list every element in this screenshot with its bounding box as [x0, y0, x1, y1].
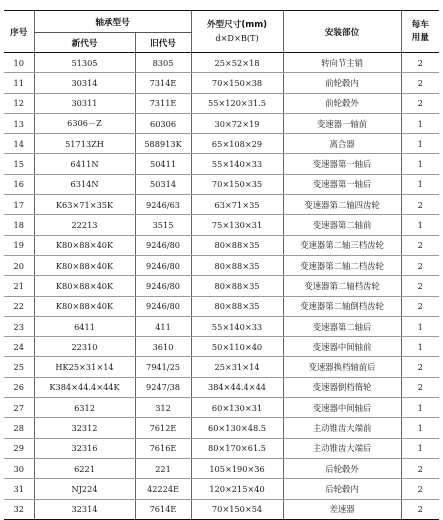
table-row	[4, 377, 439, 397]
cell-dimension: 63×71×35	[191, 195, 283, 215]
cell-new-code: 22310	[34, 337, 135, 357]
cell-new-code: K80×88×40K	[34, 255, 135, 275]
cell-location: 变速器一轴前	[283, 113, 401, 133]
cell-dimension: 105×190×36	[191, 458, 283, 478]
cell-old-code: 312	[135, 398, 191, 418]
table-row	[4, 479, 439, 499]
cell-dimension: 80×170×61.5	[191, 438, 283, 458]
cell-dimension: 70×150×38	[191, 73, 283, 93]
cell-seq: 31	[4, 479, 34, 499]
header-model-group: 轴承型号	[34, 11, 191, 33]
table-row	[4, 276, 439, 296]
cell-new-code: 32316	[34, 438, 135, 458]
cell-location: 变速器第二轴三档齿轮	[283, 235, 401, 255]
cell-location: 变速器第二轴四齿轮	[283, 195, 401, 215]
cell-quantity: 2	[401, 479, 439, 499]
cell-dimension: 80×88×35	[191, 235, 283, 255]
cell-seq: 13	[4, 113, 34, 133]
table-row	[4, 53, 439, 73]
header-per-vehicle-line2: 用量	[411, 32, 429, 43]
cell-seq: 11	[4, 73, 34, 93]
cell-location: 变速器第一轴后	[283, 154, 401, 174]
bearing-table	[4, 10, 439, 520]
cell-dimension: 25×52×18	[191, 53, 283, 73]
cell-new-code: 32312	[34, 418, 135, 438]
cell-quantity: 1	[401, 398, 439, 418]
cell-location: 前轮毂外	[283, 93, 401, 113]
header-old-code: 旧代号	[135, 33, 191, 53]
cell-dimension: 25×31×14	[191, 357, 283, 377]
cell-new-code: HK25×31×14	[34, 357, 135, 377]
cell-seq: 20	[4, 255, 34, 275]
cell-seq: 19	[4, 235, 34, 255]
table-header	[4, 11, 439, 53]
table-row	[4, 458, 439, 478]
header-per-vehicle	[401, 11, 439, 53]
cell-dimension: 60×130×48.5	[191, 418, 283, 438]
cell-new-code: 32314	[34, 499, 135, 519]
cell-quantity: 2	[401, 195, 439, 215]
cell-location: 主动锥齿大端后	[283, 438, 401, 458]
cell-seq: 23	[4, 316, 34, 336]
cell-new-code: 30314	[34, 73, 135, 93]
table-row	[4, 296, 439, 316]
cell-seq: 22	[4, 296, 34, 316]
cell-seq: 21	[4, 276, 34, 296]
table-row	[4, 154, 439, 174]
cell-old-code: 411	[135, 316, 191, 336]
table-row	[4, 113, 439, 133]
table-row	[4, 73, 439, 93]
cell-location: 变速器换档轴前后	[283, 357, 401, 377]
table-row	[4, 499, 439, 519]
header-per-vehicle-line1: 每车	[411, 19, 429, 30]
cell-quantity: 1	[401, 418, 439, 438]
header-dimension-line1: 外型尺寸(mm)	[206, 19, 268, 30]
cell-location: 后轮毂内	[283, 479, 401, 499]
cell-old-code: 3515	[135, 215, 191, 235]
cell-old-code: 7941/25	[135, 357, 191, 377]
cell-new-code: 51713ZH	[34, 134, 135, 154]
cell-old-code: 9246/63	[135, 195, 191, 215]
cell-location: 变速器中间轴前	[283, 337, 401, 357]
table-row	[4, 93, 439, 113]
cell-old-code: 7311E	[135, 93, 191, 113]
cell-new-code: 6306－Z	[34, 113, 135, 133]
cell-seq: 28	[4, 418, 34, 438]
cell-dimension: 50×110×40	[191, 337, 283, 357]
cell-dimension: 70×150×35	[191, 174, 283, 194]
cell-quantity: 2	[401, 93, 439, 113]
header-location: 安装部位	[283, 11, 401, 53]
cell-quantity: 1	[401, 134, 439, 154]
cell-quantity: 2	[401, 255, 439, 275]
cell-quantity: 1	[401, 174, 439, 194]
cell-seq: 10	[4, 53, 34, 73]
cell-quantity: 2	[401, 458, 439, 478]
cell-location: 变速器第二轴后	[283, 316, 401, 336]
cell-quantity: 2	[401, 53, 439, 73]
header-dimension-line2: d×D×B(T)	[215, 32, 259, 43]
cell-location: 后轮毂外	[283, 458, 401, 478]
cell-seq: 24	[4, 337, 34, 357]
cell-old-code: 9246/80	[135, 276, 191, 296]
cell-seq: 16	[4, 174, 34, 194]
cell-seq: 25	[4, 357, 34, 377]
cell-new-code: K80×88×40K	[34, 296, 135, 316]
cell-location: 变速器第一轴后	[283, 174, 401, 194]
cell-quantity: 2	[401, 235, 439, 255]
cell-seq: 18	[4, 215, 34, 235]
cell-dimension: 75×130×31	[191, 215, 283, 235]
cell-seq: 15	[4, 154, 34, 174]
table-body	[4, 53, 439, 520]
cell-seq: 30	[4, 458, 34, 478]
cell-old-code: 50411	[135, 154, 191, 174]
cell-quantity: 1	[401, 154, 439, 174]
cell-new-code: 6312	[34, 398, 135, 418]
cell-old-code: 3610	[135, 337, 191, 357]
cell-location: 变速器中间轴后	[283, 398, 401, 418]
cell-location: 转向节主销	[283, 53, 401, 73]
cell-dimension: 30×72×19	[191, 113, 283, 133]
cell-seq: 26	[4, 377, 34, 397]
table-row	[4, 337, 439, 357]
cell-old-code: 7314E	[135, 73, 191, 93]
cell-old-code: 588913K	[135, 134, 191, 154]
cell-seq: 27	[4, 398, 34, 418]
cell-old-code: 9246/80	[135, 296, 191, 316]
table-row	[4, 235, 439, 255]
cell-old-code: 9246/80	[135, 235, 191, 255]
table-row	[4, 418, 439, 438]
cell-quantity: 2	[401, 357, 439, 377]
cell-new-code: 6221	[34, 458, 135, 478]
cell-new-code: K63×71×35K	[34, 195, 135, 215]
cell-location: 变速器第二轴前	[283, 215, 401, 235]
cell-quantity: 2	[401, 73, 439, 93]
cell-old-code: 50314	[135, 174, 191, 194]
cell-new-code: 6411	[34, 316, 135, 336]
cell-quantity: 1	[401, 316, 439, 336]
cell-dimension: 80×88×35	[191, 296, 283, 316]
table-row	[4, 398, 439, 418]
cell-new-code: NJ224	[34, 479, 135, 499]
cell-old-code: 7614E	[135, 499, 191, 519]
cell-dimension: 55×140×33	[191, 316, 283, 336]
cell-dimension: 80×88×35	[191, 276, 283, 296]
cell-dimension: 80×88×35	[191, 255, 283, 275]
cell-quantity: 1	[401, 113, 439, 133]
table-row	[4, 255, 439, 275]
cell-dimension: 55×140×33	[191, 154, 283, 174]
cell-dimension: 70×150×54	[191, 499, 283, 519]
cell-seq: 12	[4, 93, 34, 113]
cell-seq: 14	[4, 134, 34, 154]
table-row	[4, 438, 439, 458]
cell-old-code: 9247/38	[135, 377, 191, 397]
cell-old-code: 7612E	[135, 418, 191, 438]
cell-quantity: 2	[401, 377, 439, 397]
cell-quantity: 2	[401, 296, 439, 316]
table-row	[4, 134, 439, 154]
cell-dimension: 65×108×29	[191, 134, 283, 154]
table-row	[4, 316, 439, 336]
cell-seq: 17	[4, 195, 34, 215]
table-row	[4, 174, 439, 194]
cell-new-code: 51305	[34, 53, 135, 73]
cell-dimension: 120×215×40	[191, 479, 283, 499]
cell-location: 变速器第二轴档齿轮	[283, 276, 401, 296]
cell-location: 变速器倒档惰轮	[283, 377, 401, 397]
cell-new-code: 22213	[34, 215, 135, 235]
cell-old-code: 9246/80	[135, 255, 191, 275]
cell-location: 变速器第二轴倒档齿轮	[283, 296, 401, 316]
cell-quantity: 1	[401, 215, 439, 235]
cell-location: 差速器	[283, 499, 401, 519]
cell-location: 前轮毂内	[283, 73, 401, 93]
cell-seq: 29	[4, 438, 34, 458]
cell-quantity: 1	[401, 337, 439, 357]
table-row	[4, 357, 439, 377]
cell-quantity: 2	[401, 276, 439, 296]
cell-dimension: 384×44.4×44	[191, 377, 283, 397]
cell-new-code: 6411N	[34, 154, 135, 174]
header-new-code: 新代号	[34, 33, 135, 53]
cell-old-code: 8305	[135, 53, 191, 73]
header-seq: 序号	[4, 11, 34, 53]
table-row	[4, 215, 439, 235]
header-dimension	[191, 11, 283, 53]
cell-quantity: 2	[401, 499, 439, 519]
cell-old-code: 60306	[135, 113, 191, 133]
table-row	[4, 195, 439, 215]
cell-location: 变速器第二轴二档齿轮	[283, 255, 401, 275]
cell-seq: 32	[4, 499, 34, 519]
cell-quantity: 1	[401, 438, 439, 458]
cell-new-code: 30311	[34, 93, 135, 113]
cell-new-code: 6314N	[34, 174, 135, 194]
cell-new-code: K384×44.4×44K	[34, 377, 135, 397]
cell-location: 主动锥齿大端前	[283, 418, 401, 438]
cell-old-code: 7616E	[135, 438, 191, 458]
cell-old-code: 42224E	[135, 479, 191, 499]
cell-location: 离合器	[283, 134, 401, 154]
cell-dimension: 60×130×31	[191, 398, 283, 418]
cell-dimension: 55×120×31.5	[191, 93, 283, 113]
cell-old-code: 221	[135, 458, 191, 478]
cell-new-code: K80×88×40K	[34, 276, 135, 296]
cell-new-code: K80×88×40K	[34, 235, 135, 255]
